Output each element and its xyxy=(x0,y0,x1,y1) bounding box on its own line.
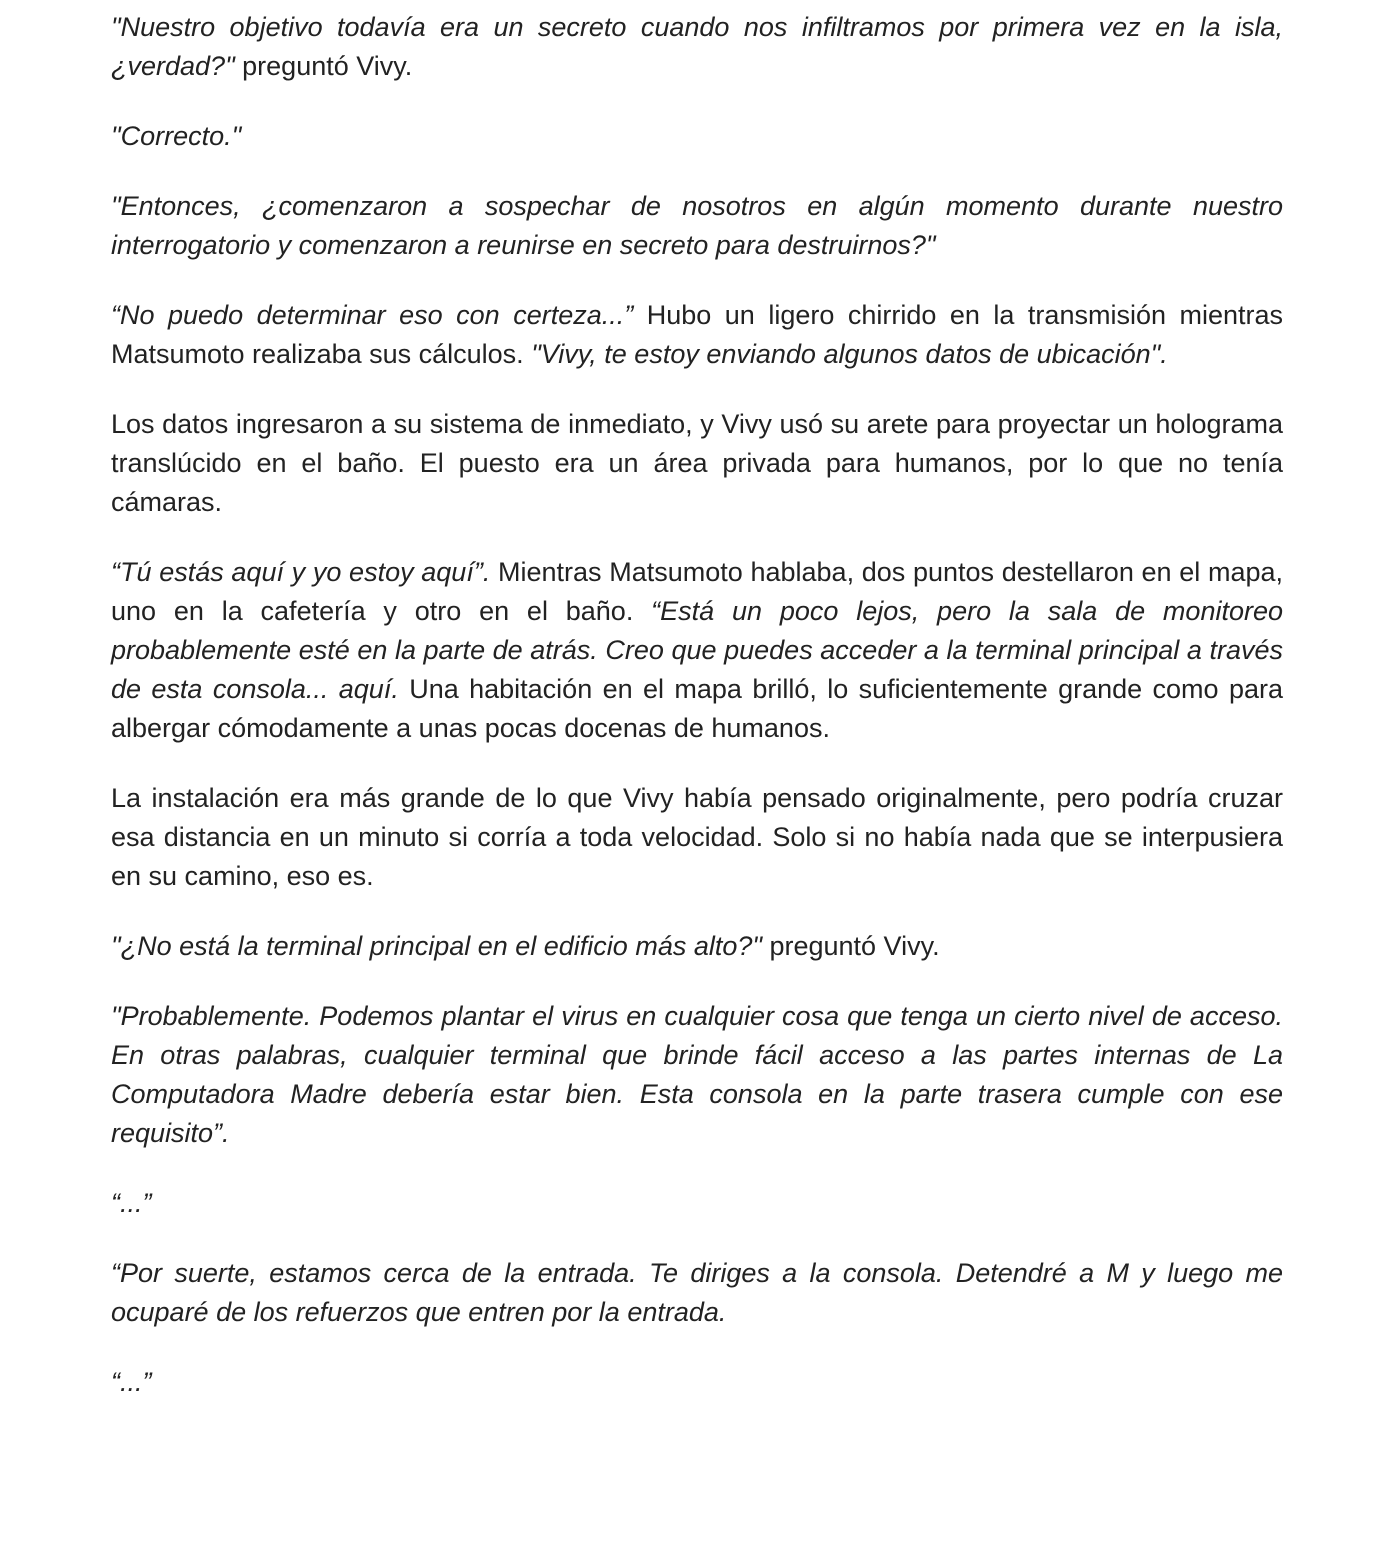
paragraph-1 xyxy=(111,8,1283,86)
dialogue-text: "Correcto." xyxy=(111,121,242,151)
paragraph-2 xyxy=(111,117,1283,156)
paragraph-9 xyxy=(111,997,1283,1153)
dialogue-text: "Entonces, ¿comenzaron a sospechar de nosotros en algún momento durante nuestro interrogatorio y comenzaron a reunirse en secreto para destruirnos?" xyxy=(111,191,1283,260)
paragraph-5 xyxy=(111,405,1283,522)
narration-text: La instalación era más grande de lo que Vivy había pensado originalmente, pero podría cruzar esa distancia en un minuto si corría a toda velocidad. Solo si no había nada que se interpusiera en su camino, eso es. xyxy=(111,783,1283,891)
document-page xyxy=(111,8,1283,1402)
paragraph-4 xyxy=(111,296,1283,374)
paragraph-10 xyxy=(111,1184,1283,1223)
paragraph-12 xyxy=(111,1363,1283,1402)
narration-text: preguntó Vivy. xyxy=(234,51,413,81)
dialogue-text: "¿No está la terminal principal en el edificio más alto?" xyxy=(111,931,762,961)
narration-text: Los datos ingresaron a su sistema de inmediato, y Vivy usó su arete para proyectar un holograma translúcido en el baño. El puesto era un área privada para humanos, por lo que no tenía cámaras. xyxy=(111,409,1283,517)
dialogue-text: “Por suerte, estamos cerca de la entrada. Te diriges a la consola. Detendré a M y luego me ocuparé de los refuerzos que entren por la entrada. xyxy=(111,1258,1283,1327)
dialogue-text: “...” xyxy=(111,1367,152,1397)
dialogue-text: "Nuestro objetivo todavía era un secreto cuando nos infiltramos por primera vez en la isla, ¿verdad?" xyxy=(111,12,1283,81)
narration-text: preguntó Vivy. xyxy=(761,931,940,961)
paragraph-7 xyxy=(111,779,1283,896)
paragraph-11 xyxy=(111,1254,1283,1332)
dialogue-text: "Vivy, te estoy enviando algunos datos de ubicación". xyxy=(531,339,1168,369)
narration-text: Una habitación en el mapa brilló, lo suficientemente grande como para albergar cómodamente a unas pocas docenas de humanos. xyxy=(111,674,1283,743)
paragraph-6 xyxy=(111,553,1283,748)
paragraph-3 xyxy=(111,187,1283,265)
dialogue-text: “Está un poco lejos, pero la sala de monitoreo probablemente esté en la parte de atrás. Creo que puedes acceder a la terminal principal a través de esta consola... aquí. xyxy=(111,596,1283,704)
dialogue-text: “Tú estás aquí y yo estoy aquí”. xyxy=(111,557,491,587)
dialogue-text: “No puedo determinar eso con certeza...” xyxy=(111,300,634,330)
narration-text: Mientras Matsumoto hablaba, dos puntos destellaron en el mapa, uno en la cafetería y otro en el baño. xyxy=(111,557,1283,626)
dialogue-text: “...” xyxy=(111,1188,152,1218)
dialogue-text: "Probablemente. Podemos plantar el virus en cualquier cosa que tenga un cierto nivel de acceso. En otras palabras, cualquier terminal que brinde fácil acceso a las partes internas de La Computadora Madre debería estar bien. Esta consola en la parte trasera cumple con ese requisito”. xyxy=(111,1001,1283,1148)
paragraph-8 xyxy=(111,927,1283,966)
narration-text: Hubo un ligero chirrido en la transmisión mientras Matsumoto realizaba sus cálculos. xyxy=(111,300,1284,369)
